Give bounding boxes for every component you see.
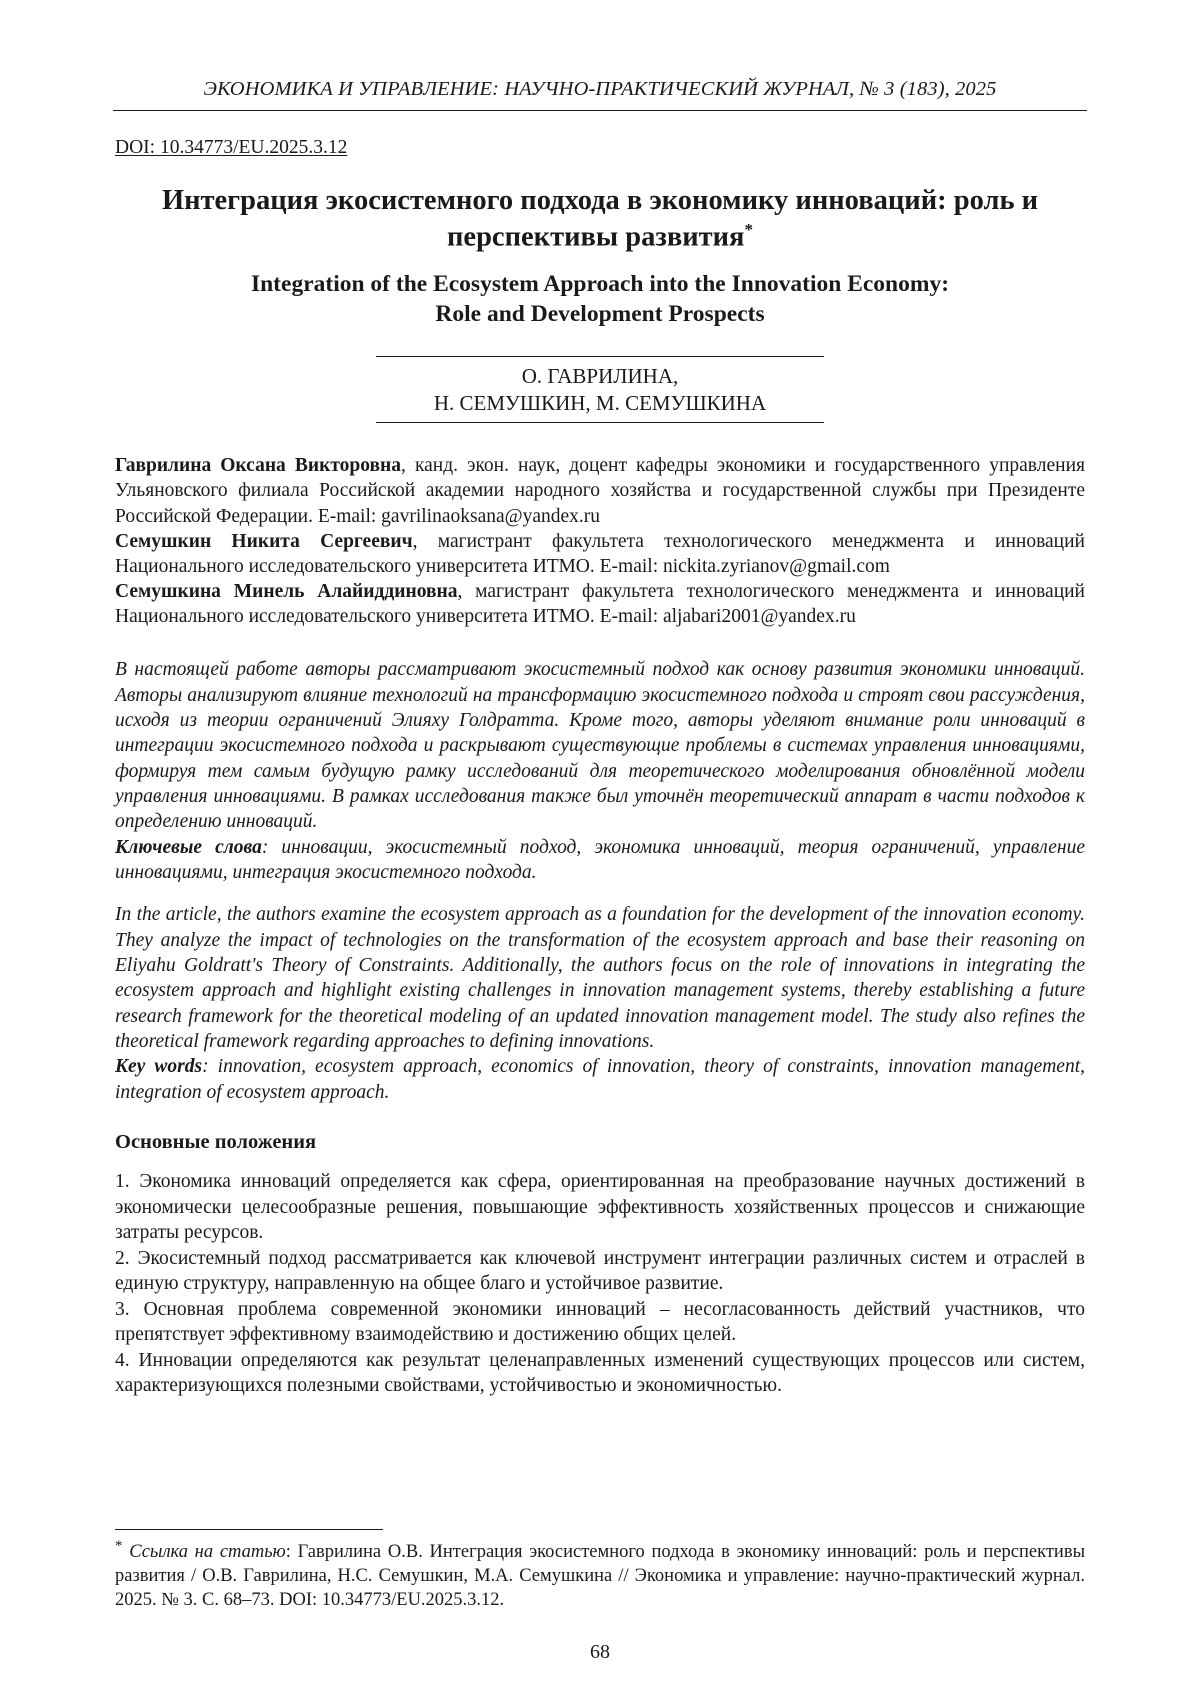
affiliation-item: [115, 453, 1085, 528]
title-en: [145, 270, 1055, 329]
page-number: 68: [590, 1641, 610, 1663]
footnote-marker: *: [115, 1537, 123, 1554]
footnote-text: [115, 1537, 1085, 1612]
author-name: Семушкин Никита Сергеевич: [115, 530, 413, 552]
main-points-list: [115, 1169, 1085, 1399]
affiliation-item: [115, 579, 1085, 629]
page-title: [157, 183, 1043, 256]
author-affiliation-text: , магистрант факультета технологического менеджмента и инноваций Национального исследовательского университета ИТМО. E-mail: nickita.zyrianov@gmail.com: [115, 530, 1085, 577]
keywords-ru-text: : инновации, экосистемный подход, экономика инноваций, теория ограничений, управление инновациями, интеграция экосистемного подхода.: [115, 836, 1085, 883]
journal-running-head: ЭКОНОМИКА И УПРАВЛЕНИЕ: НАУЧНО-ПРАКТИЧЕСКИЙ ЖУРНАЛ, № 3 (183), 2025: [113, 78, 1087, 111]
affiliations-block: [115, 453, 1085, 629]
authors-line-2: Н. СЕМУШКИН, М. СЕМУШКИНА: [433, 390, 767, 415]
footnote-citation: [115, 1529, 1085, 1612]
affiliation-item: [115, 529, 1085, 579]
footnote-body: : Гаврилина О.В. Интеграция экосистемного подхода в экономику инноваций: роль и перспективы развития / О.В. Гаврилина, Н.С. Семушкин, М.А. Семушкина // Экономика и управление: научно-практический журнал. 2025. № 3. С. 68–73. DOI: 10.34773/EU.2025.3.12.: [115, 1541, 1085, 1610]
main-point-item: 3. Основная проблема современной экономики инноваций – несогласованность действий участников, что препятствует эффективному взаимодействию и достижению общих целей.: [115, 1298, 1085, 1346]
author-name: Гаврилина Оксана Викторовна: [115, 455, 402, 477]
main-point-item: 1. Экономика инноваций определяется как сфера, ориентированная на преобразование научных достижений в экономически целесообразные решения, повышающие эффективность хозяйственных процессов и снижающие затраты ресурсов.: [115, 1171, 1085, 1244]
footnote-label: Ссылка на статью: [129, 1541, 286, 1562]
main-point-item: 4. Инновации определяются как результат целенаправленных изменений существующих процессов или систем, характеризующихся полезными свойствами, устойчивостью и экономичностью.: [115, 1349, 1085, 1397]
keywords-ru: [115, 835, 1085, 886]
title-footnote-marker: *: [744, 220, 753, 240]
keywords-en-text: : innovation, ecosystem approach, economics of innovation, theory of constraints, innovation management, integration of ecosystem approach.: [115, 1056, 1086, 1103]
abstract-en-text: In the article, the authors examine the ecosystem approach as a foundation for the development of the innovation economy. They analyze the impact of technologies on the transformation of the ecosystem approach and base their reasoning on Eliyahu Goldratt's Theory of Constraints. Additionally, the authors focus on the role of innovations in integrating the ecosystem approach and highlight existing challenges in innovation management systems, thereby establishing a future research framework for the theoretical modeling of an updated innovation management model. The study also refines the theoretical framework regarding approaches to defining innovations.: [115, 904, 1085, 1053]
title-en-line1: Integration of the Ecosystem Approach into the Innovation Economy:: [250, 271, 950, 298]
author-affiliation-text: , канд. экон. наук, доцент кафедры экономики и государственного управления Ульяновского филиала Российской академии народного хозяйства и государственной службы при Президенте Российской Федерации. E-mail: gavrilinaoksana@yandex.ru: [115, 455, 1085, 527]
author-name: Семушкина Минель Алайиддиновна: [115, 580, 458, 602]
keywords-en: [115, 1054, 1085, 1105]
abstract-ru: [115, 657, 1085, 885]
keywords-en-label: Key words: [115, 1056, 203, 1078]
author-affiliation-text: , магистрант факультета технологического менеджмента и инноваций Национального исследовательского университета ИТМО. E-mail: aljabari2001@yandex.ru: [115, 580, 1085, 628]
main-points-heading: Основные положения: [115, 1131, 317, 1154]
footnote-divider: [115, 1529, 383, 1530]
main-point-item: 2. Экосистемный подход рассматривается как ключевой инструмент интеграции различных систем и отраслей в единую структуру, направленную на общее благо и устойчивое развитие.: [115, 1247, 1085, 1295]
doi-line[interactable]: DOI: 10.34773/EU.2025.3.12: [115, 137, 348, 158]
abstract-en: [115, 902, 1085, 1105]
title-en-line2: Role and Development Prospects: [435, 301, 765, 328]
abstract-ru-text: В настоящей работе авторы рассматривают экосистемный подход как основу развития экономики инноваций. Авторы анализируют влияние технологий на трансформацию экосистемного подхода и строят свои рассуждения, исходя из теории ограничений Элияху Голдратта. Кроме того, авторы уделяют внимание роли инноваций в интеграции экосистемного подхода и раскрывают существующие проблемы в системах управления инновациями, формируя тем самым будущую рамку исследований для теоретического моделирования обновлённой модели управления инновациями. В рамках исследования также был уточнён теоретический аппарат в части подходов к определению инноваций.: [115, 659, 1085, 833]
authors-block: [376, 356, 824, 424]
title-ru-text: Интеграция экосистемного подхода в экономику инноваций: роль и перспективы развития: [161, 185, 1039, 253]
authors-line-1: О. ГАВРИЛИНА,: [521, 363, 679, 388]
keywords-ru-label: Ключевые слова: [115, 836, 262, 858]
